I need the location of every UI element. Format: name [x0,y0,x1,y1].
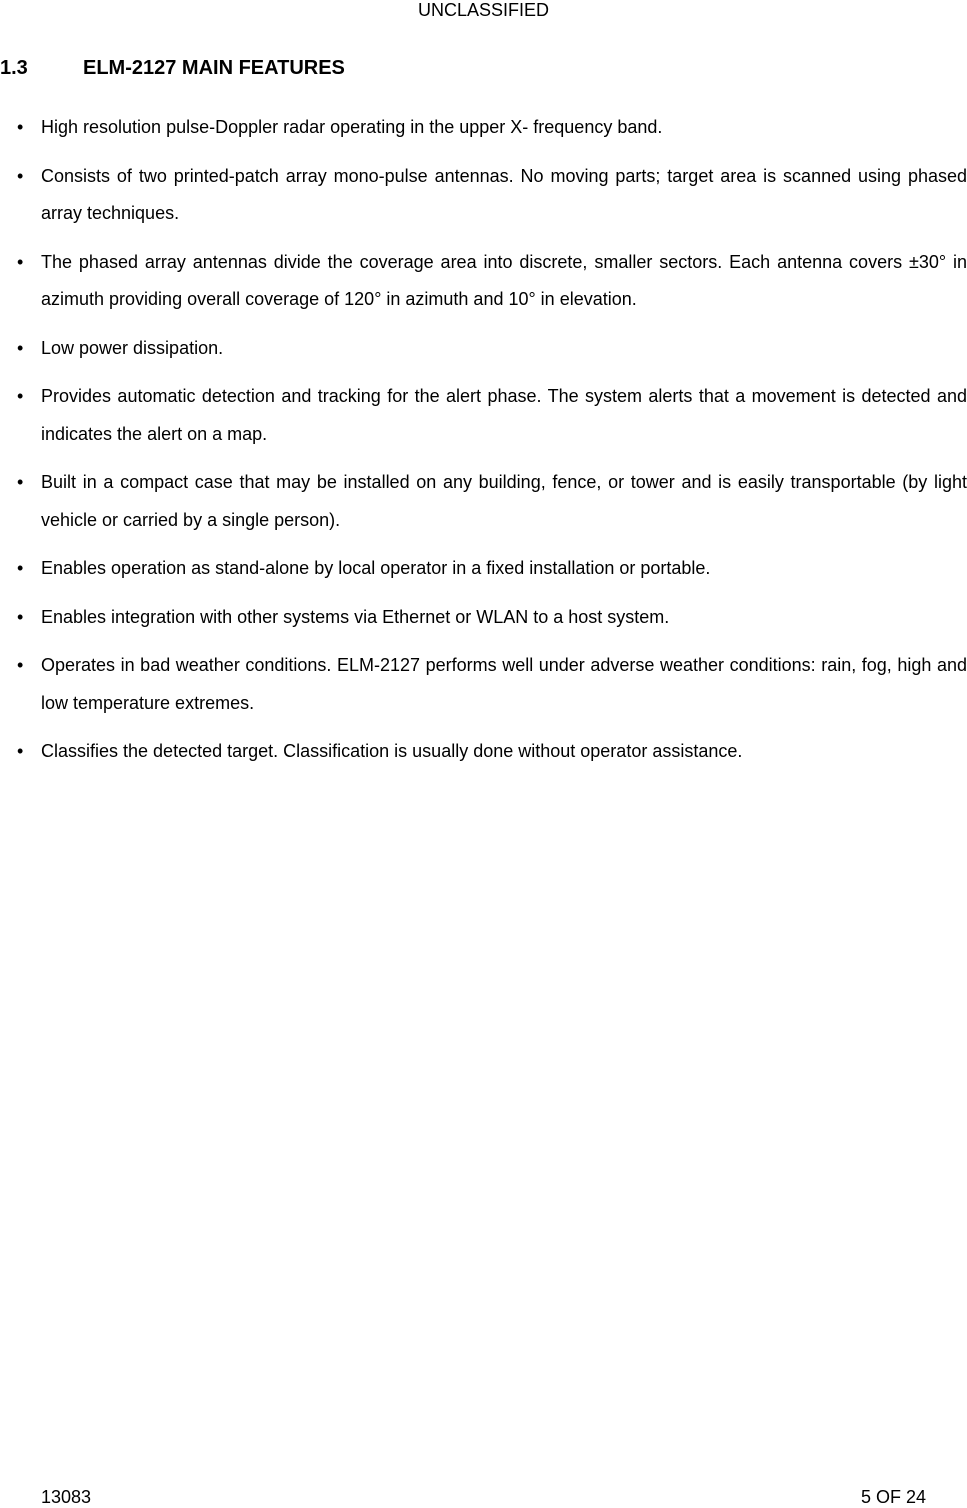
list-item-text: Consists of two printed-patch array mono-pulse antennas. No moving parts; target area is scanned using phased array techniques. [41,165,967,223]
list-item [0,647,967,722]
section-number: 1.3 [0,57,28,79]
bullet-icon: • [17,337,24,358]
list-item [0,464,967,539]
feature-list [0,109,967,782]
list-item-text: Provides automatic detection and tracking for the alert phase. The system alerts that a movement is detected and indicates the alert on a map. [41,386,967,444]
list-item [0,733,967,771]
bullet-icon: • [17,472,24,492]
list-item [0,330,967,368]
list-item-text: Enables operation as stand-alone by local operator in a fixed installation or portable. [41,558,711,578]
list-item [0,599,967,637]
list-item [0,550,967,588]
list-item-text: Low power dissipation. [41,337,224,358]
bullet-icon: • [17,386,24,406]
list-item-text: Enables integration with other systems via Ethernet or WLAN to a host system. [41,606,670,627]
page-number: 5 OF 24 [860,1487,926,1507]
list-item [0,244,967,319]
bullet-icon: • [17,655,24,675]
section-title: ELM-2127 MAIN FEATURES [83,57,345,79]
bullet-icon: • [17,558,24,578]
list-item [0,158,967,233]
bullet-icon: • [17,741,24,761]
document-number: 13083 [41,1487,92,1507]
list-item [0,109,967,147]
bullet-icon: • [17,117,24,137]
bullet-icon: • [17,165,24,186]
list-item-text: Operates in bad weather conditions. ELM-2127 performs well under adverse weather conditions: rain, fog, high and low temperature extremes. [41,655,967,713]
list-item-text: High resolution pulse-Doppler radar operating in the upper X- frequency band. [41,117,663,137]
list-item-text: Built in a compact case that may be installed on any building, fence, or tower and is easily transportable (by light vehicle or carried by a single person). [41,472,967,530]
list-item-text: Classifies the detected target. Classification is usually done without operator assistance. [41,741,743,761]
list-item-text: The phased array antennas divide the coverage area into discrete, smaller sectors. Each antenna covers ±30° in azimuth providing overall coverage of 120° in azimuth and 10° in elevation. [41,251,967,309]
list-item [0,378,967,453]
classification-header: UNCLASSIFIED [417,0,550,20]
bullet-icon: • [17,251,24,272]
bullet-icon: • [17,606,24,627]
